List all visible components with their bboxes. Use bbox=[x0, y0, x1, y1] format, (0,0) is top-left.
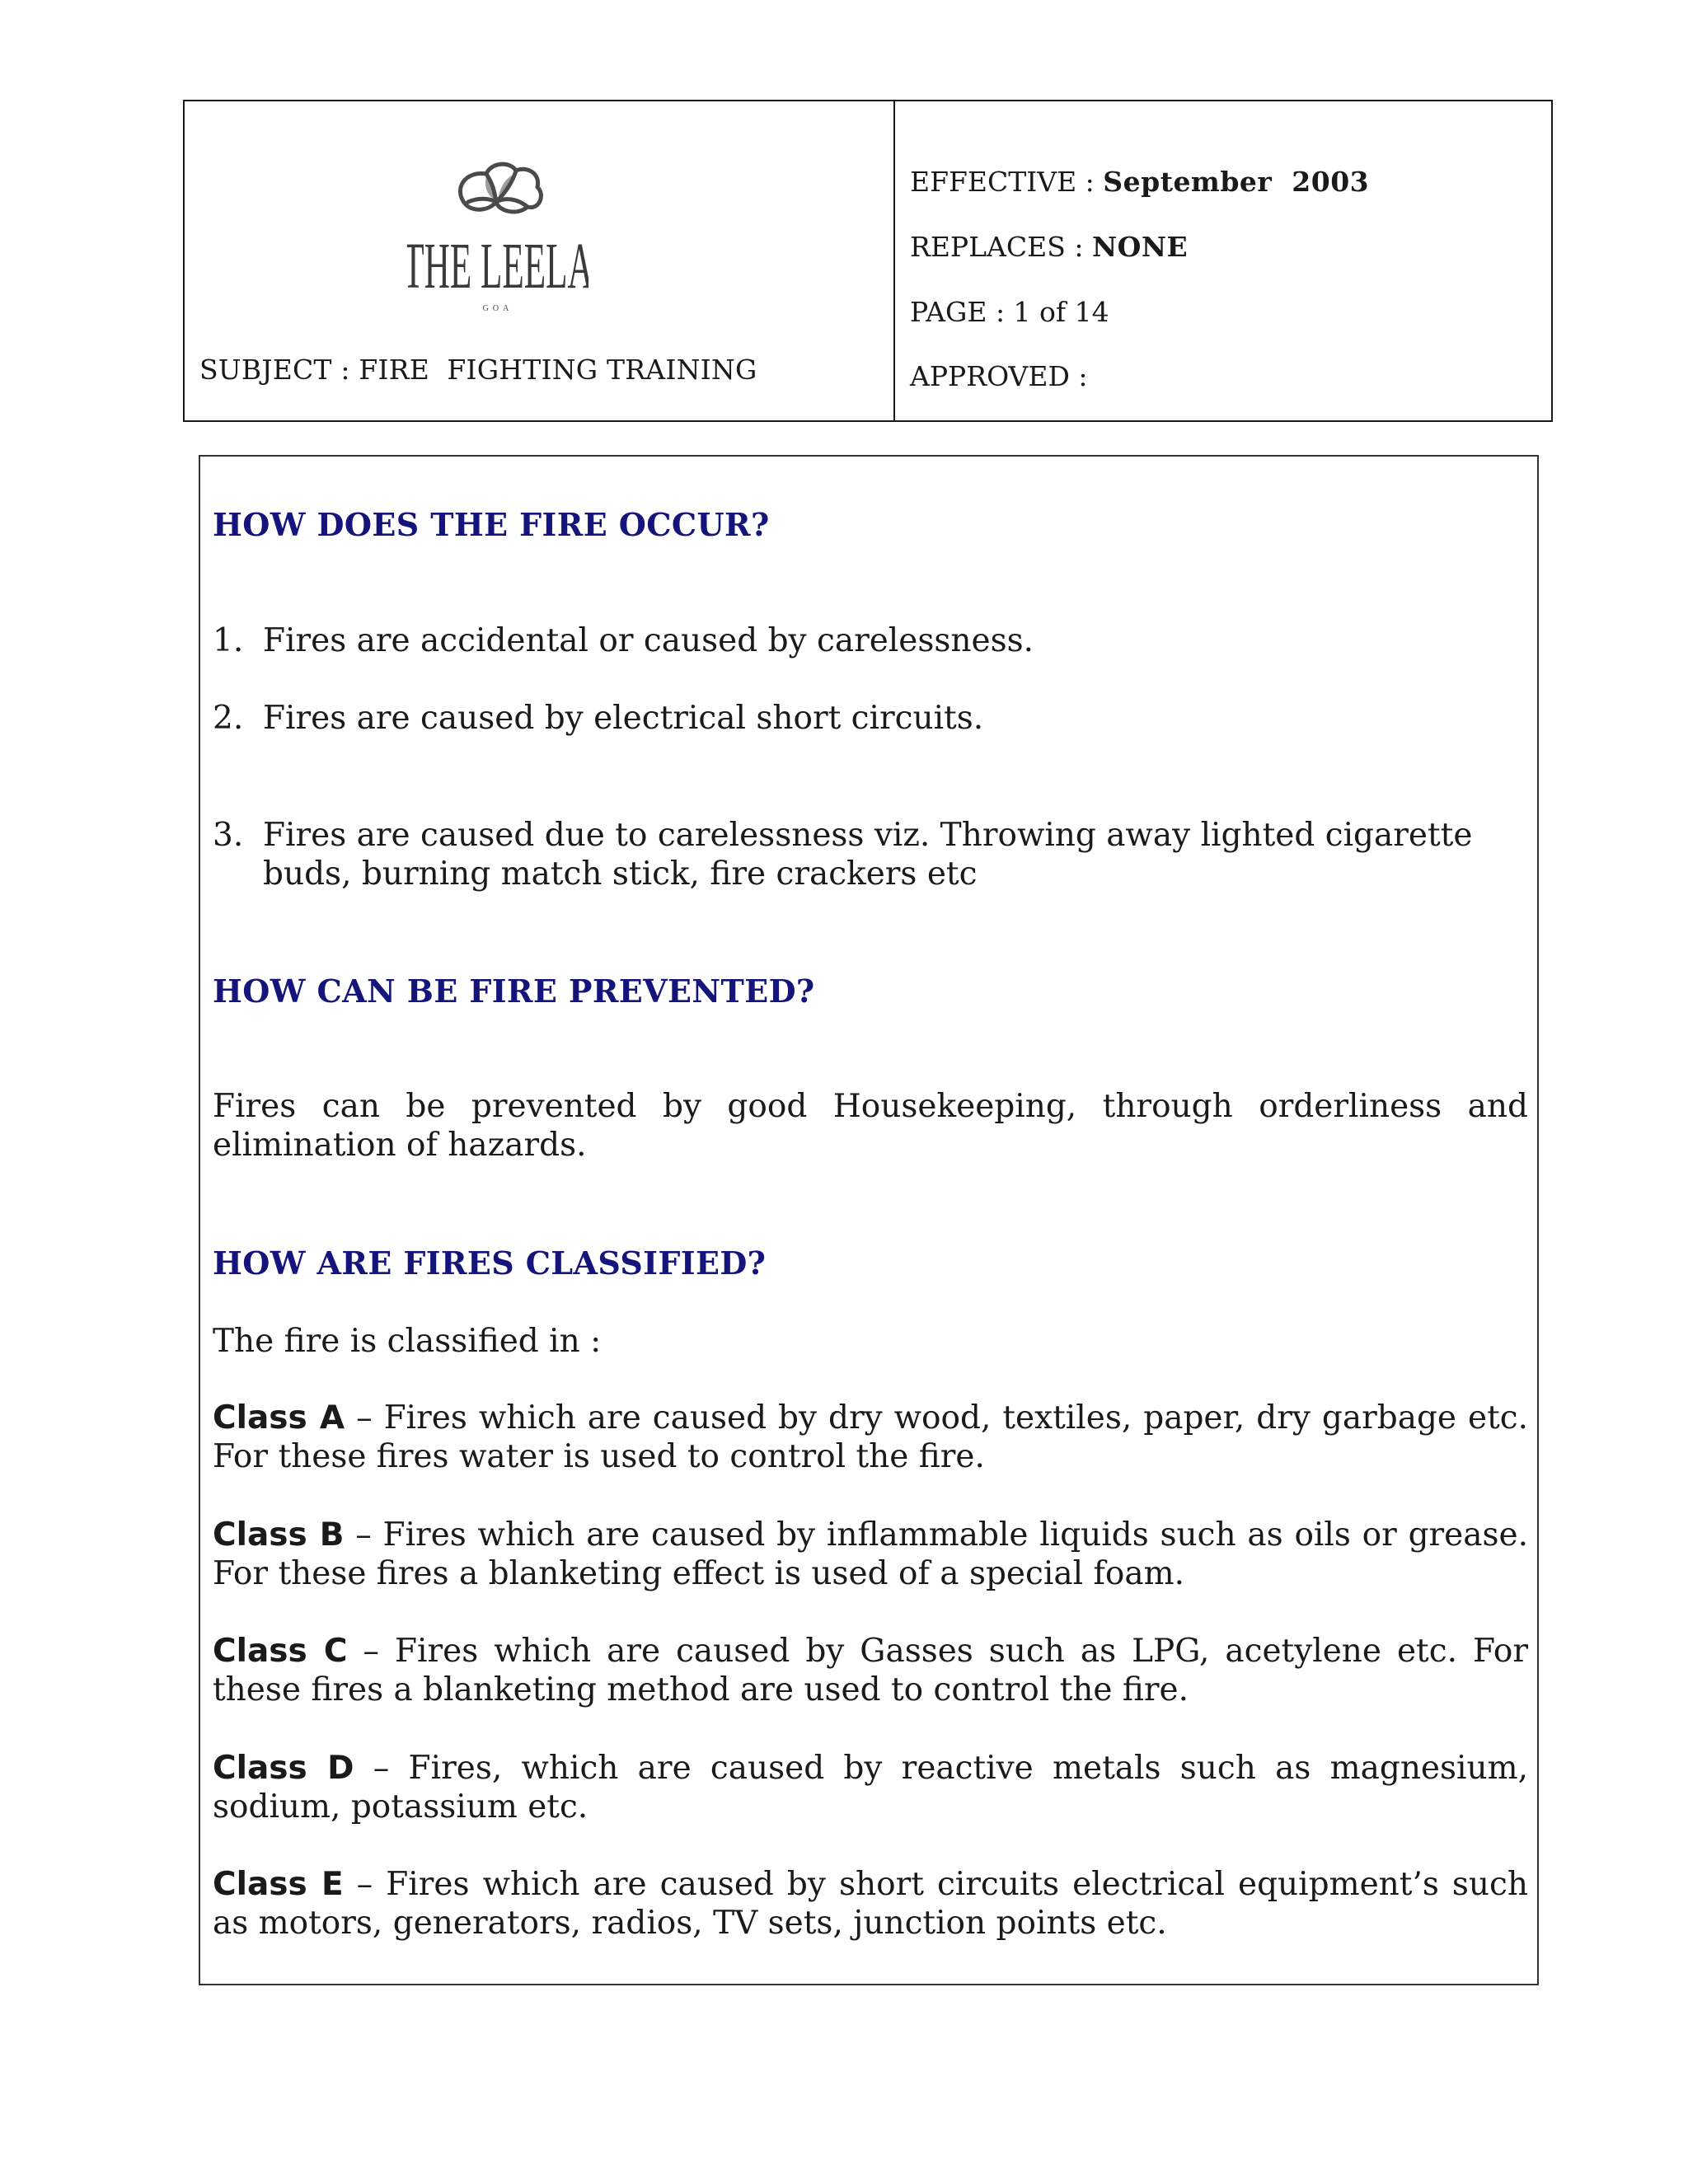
class-label: Class B bbox=[213, 1516, 345, 1554]
class-label: Class A bbox=[213, 1399, 345, 1436]
replaces-label: REPLACES : bbox=[910, 231, 1092, 263]
logo-brand-name: THE LEELA bbox=[407, 229, 588, 302]
class-a-paragraph bbox=[213, 1399, 1528, 1476]
class-e-paragraph bbox=[213, 1865, 1528, 1943]
class-description: – Fires which are caused by short circuits electrical equipment’s such as motors, generators, radios, TV sets, junction points etc. bbox=[213, 1866, 1529, 1942]
document-body bbox=[199, 455, 1539, 1985]
list-text: Fires are accidental or caused by carelessness. bbox=[263, 622, 1034, 659]
class-b-paragraph bbox=[213, 1516, 1528, 1593]
replaces-line bbox=[910, 231, 1188, 263]
prevention-paragraph: Fires can be prevented by good Housekeeping, through orderliness and elimination of hazards. bbox=[213, 1088, 1528, 1164]
list-item bbox=[213, 699, 1528, 738]
effective-value: September 2003 bbox=[1103, 166, 1370, 198]
class-description: – Fires, which are caused by reactive metals such as magnesium, sodium, potassium etc. bbox=[213, 1750, 1528, 1825]
class-d-paragraph bbox=[213, 1749, 1528, 1826]
subject-line: SUBJECT : FIRE FIGHTING TRAINING bbox=[199, 354, 757, 386]
approved-line: APPROVED : bbox=[910, 360, 1088, 392]
class-description: – Fires which are caused by Gasses such as LPG, acetylene etc. For these fires a blanketing method are used to control the fire. bbox=[213, 1633, 1528, 1708]
heading-fire-classified: HOW ARE FIRES CLASSIFIED? bbox=[213, 1244, 767, 1282]
hotel-logo bbox=[407, 131, 588, 387]
class-label: Class D bbox=[213, 1750, 354, 1787]
heading-fire-prevented: HOW CAN BE FIRE PREVENTED? bbox=[213, 972, 815, 1010]
logo-location: GOA bbox=[482, 304, 513, 313]
list-item bbox=[213, 621, 1528, 660]
effective-line bbox=[910, 166, 1369, 198]
header-right-cell bbox=[895, 101, 1551, 420]
document-header bbox=[183, 100, 1553, 422]
header-left-cell bbox=[185, 101, 895, 420]
list-number: 1. bbox=[213, 622, 244, 659]
page-number: PAGE : 1 of 14 bbox=[910, 296, 1109, 328]
list-number: 3. bbox=[213, 817, 244, 854]
list-number: 2. bbox=[213, 700, 244, 737]
heading-fire-occur: HOW DOES THE FIRE OCCUR? bbox=[213, 506, 770, 543]
class-description: – Fires which are caused by dry wood, textiles, paper, dry garbage etc. For these fires water is used to control the fire. bbox=[213, 1399, 1528, 1475]
classification-intro: The fire is classified in : bbox=[213, 1323, 602, 1360]
list-text: Fires are caused due to carelessness viz. Throwing away lighted cigarette buds, burning match stick, fire crackers etc bbox=[263, 817, 1473, 893]
list-text: Fires are caused by electrical short circuits. bbox=[263, 700, 984, 737]
class-label: Class C bbox=[213, 1633, 348, 1670]
effective-label: EFFECTIVE : bbox=[910, 166, 1104, 198]
class-label: Class E bbox=[213, 1866, 344, 1903]
lotus-logo-icon bbox=[407, 131, 588, 387]
replaces-value: NONE bbox=[1091, 231, 1189, 263]
list-item bbox=[213, 816, 1528, 893]
class-description: – Fires which are caused by inflammable liquids such as oils or grease. For these fires a blanketing effect is used of a special foam. bbox=[213, 1516, 1529, 1592]
class-c-paragraph bbox=[213, 1632, 1528, 1709]
